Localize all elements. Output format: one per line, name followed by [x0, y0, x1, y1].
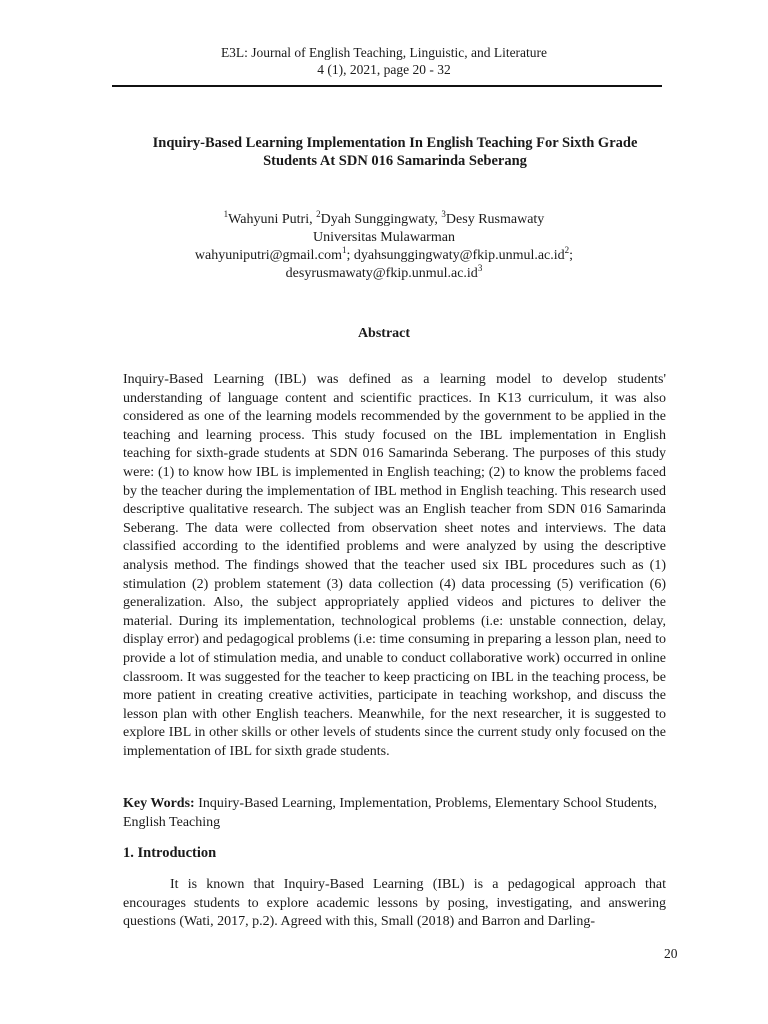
email-2: ; dyahsunggingwaty@fkip.unmul.ac.id [346, 248, 565, 263]
page-number: 20 [664, 946, 678, 961]
journal-header [0, 44, 768, 78]
author-1: Wahyuni Putri, [228, 212, 317, 227]
keywords-text: Inquiry-Based Learning, Implementation, Problems, Elementary School Students, English Teaching [123, 796, 657, 830]
author-names [0, 211, 768, 229]
author-1-marker: 1 [223, 209, 229, 219]
paper-title [100, 134, 690, 170]
email-3-marker: 3 [477, 263, 483, 273]
header-rule [112, 85, 662, 87]
keywords [123, 795, 666, 832]
abstract-body: Inquiry-Based Learning (IBL) was defined as a learning model to develop students' understanding of language content and scientific practices. In K13 curriculum, it was also considered as one of the learning models recommended by the government to be applied in the teaching and learning process. This study focused on the IBL implementation in English teaching for sixth-grade students at SDN 016 Samarinda Seberang. The purposes of this study were: (1) to know how IBL is implemented in English teaching; (2) to know the problems faced by the teacher during the implementation of IBL method in English teaching. This research used descriptive qualitative research. The subject was an English teacher from SDN 016 Samarinda Seberang. The data were collected from observation sheet notes and interviews. The data classified according to the identified problems and were analyzed by using the descriptive analysis method. The findings showed that the teacher used six IBL procedures such as (1) stimulation (2) problem statement (3) data collection (4) data processing (5) verification (6) generalization. Also, the subject appropriately applied videos and pictures to deliver the material. During its implementation, technological problems (i.e: unstable connection, delay, display error) and pedagogical problems (i.e: time consuming in preparing a lesson plan, need to provide a lot of stimulation media, and unable to conduct collaborative work) occurred in online classroom. It was suggested for the teacher to keep practicing on IBL in the teaching process, be more patient in creating creative activities, participate in teaching workshop, and discuss the lesson plan with other English teachers. Meanwhile, for the next researcher, it is suggested to explore IBL in other skills or other levels of students since the current study only focused on the implementation of IBL for sixth grade students. [123, 372, 666, 759]
email-line-2 [0, 265, 768, 283]
author-2: Dyah Sunggingwaty, [320, 212, 442, 227]
introduction-body: It is known that Inquiry-Based Learning (IBL) is a pedagogical approach that encourages students to explore academic lessons by posing, investigating, and answering questions (Wati, 2017, p.2). Agreed with this, Small (2018) and Barron and Darling- [123, 877, 666, 930]
journal-name: E3L: Journal of English Teaching, Linguistic, and Literature [220, 45, 548, 60]
author-2-marker: 2 [316, 209, 321, 219]
email-1: wahyuniputri@gmail.com [194, 248, 342, 263]
keywords-label: Key Words: [123, 796, 195, 811]
affiliation: Universitas Mulawarman [313, 230, 455, 245]
email-1-marker: 1 [341, 245, 347, 255]
email-2-end: ; [569, 248, 574, 263]
author-3-marker: 3 [441, 209, 446, 219]
journal-issue: 4 (1), 2021, page 20 - 32 [317, 62, 451, 77]
title-line-1: Inquiry-Based Learning Implementation In English Teaching For Sixth Grade [152, 135, 638, 151]
author-block [0, 211, 768, 283]
email-line-1 [0, 247, 768, 265]
email-3: desyrusmawaty@fkip.unmul.ac.id [285, 266, 478, 281]
introduction-heading: 1. Introduction [123, 845, 217, 861]
title-line-2: Students At SDN 016 Samarinda Seberang [263, 153, 527, 169]
abstract-heading: Abstract [357, 326, 411, 341]
author-3: Desy Rusmawaty [445, 212, 545, 227]
email-2-marker: 2 [564, 245, 570, 255]
